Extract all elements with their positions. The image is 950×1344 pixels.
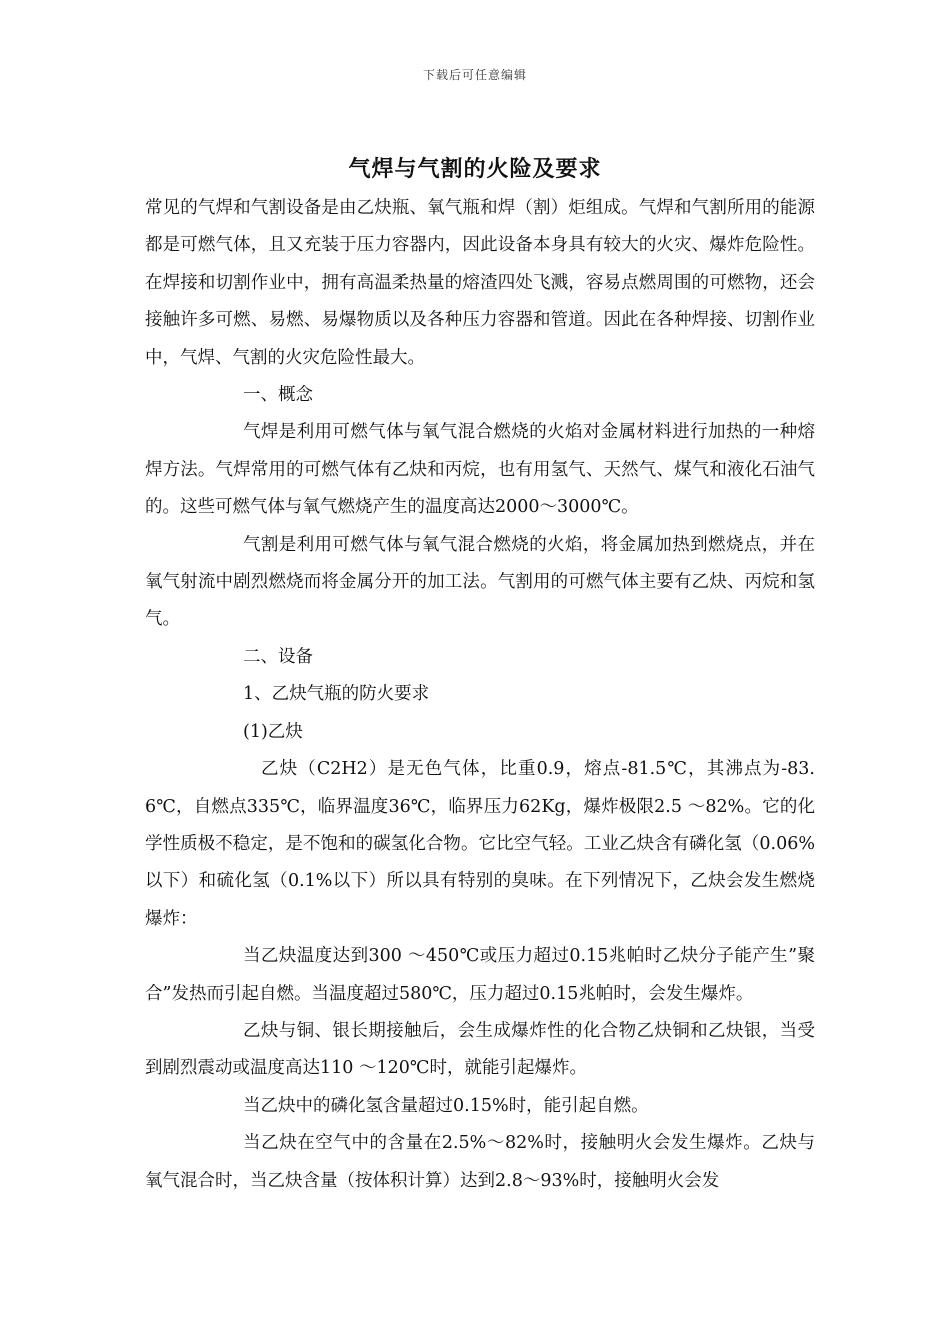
section-heading-concept: 一、概念 [243, 385, 313, 406]
subheading-acetylene-cylinder: 1、乙炔气瓶的防火要求 [243, 684, 430, 705]
paragraph-temperature-pressure: 当乙炔温度达到300 ～450℃或压力超过0.15兆帕时乙炔分子能产生”聚合”发热而引起自燃。当温度超过580℃，压力超过0.15兆帕时，会发生爆炸。 [145, 946, 815, 1004]
paragraph-phosphine: 当乙炔中的磷化氢含量超过0.15%时，能引起自燃。 [243, 1095, 649, 1116]
paragraph-gas-cutting: 气割是利用可燃气体与氧气混合燃烧的火焰，将金属加热到燃烧点，并在氧气射流中剧烈燃烧而将金属分开的加工法。气割用的可燃气体主要有乙炔、丙烷和氢气。 [145, 534, 815, 630]
subheading-acetylene: (1)乙炔 [243, 721, 303, 742]
paragraph-copper-silver: 乙炔与铜、银长期接触后，会生成爆炸性的化合物乙炔铜和乙炔银，当受到剧烈震动或温度高达110 ～120℃时，就能引起爆炸。 [145, 1020, 815, 1079]
paragraph-acetylene-properties: 乙炔（C2H2）是无色气体，比重0.9，熔点-81.5℃，其沸点为-83.6℃，自燃点335℃，临界温度36℃，临界压力62Kg，爆炸极限2.5 ～82%。它的化学性质极不稳定，是不饱和的碳氢化合物。它比空气轻。工业乙炔含有磷化氢（0.06%以下）和硫化氢（0.1%以下）所以具有特别的臭味。在下列情况下，乙炔会发生燃烧爆炸： [145, 759, 815, 929]
document-body [145, 190, 815, 1200]
section-heading-equipment: 二、设备 [243, 646, 313, 667]
paragraph-air-mixture: 当乙炔在空气中的含量在2.5%～82%时，接触明火会发生爆炸。乙炔与氧气混合时，当乙炔含量（按体积计算）达到2.8～93%时，接触明火会发 [145, 1133, 815, 1191]
paragraph-intro: 常见的气焊和气割设备是由乙炔瓶、氧气瓶和焊（割）炬组成。气焊和气割所用的能源都是可燃气体，且又充装于压力容器内，因此设备本身具有较大的火灾、爆炸危险性。在焊接和切割作业中，拥有高温柔热量的熔渣四处飞溅，容易点燃周围的可燃物，还会接触许多可燃、易燃、易爆物质以及各种压力容器和管道。因此在各种焊接、切割作业中，气焊、气割的火灾危险性最大。 [145, 198, 815, 368]
document-title: 气焊与气割的火险及要求 [348, 157, 602, 182]
header-note: 下载后可任意编辑 [422, 68, 527, 82]
paragraph-gas-welding: 气焊是利用可燃气体与氧气混合燃烧的火焰对金属材料进行加热的一种熔焊方法。气焊常用的可燃气体有乙炔和丙烷，也有用氢气、天然气、煤气和液化石油气的。这些可燃气体与氧气燃烧产生的温度高达2000～3000℃。 [145, 422, 815, 518]
